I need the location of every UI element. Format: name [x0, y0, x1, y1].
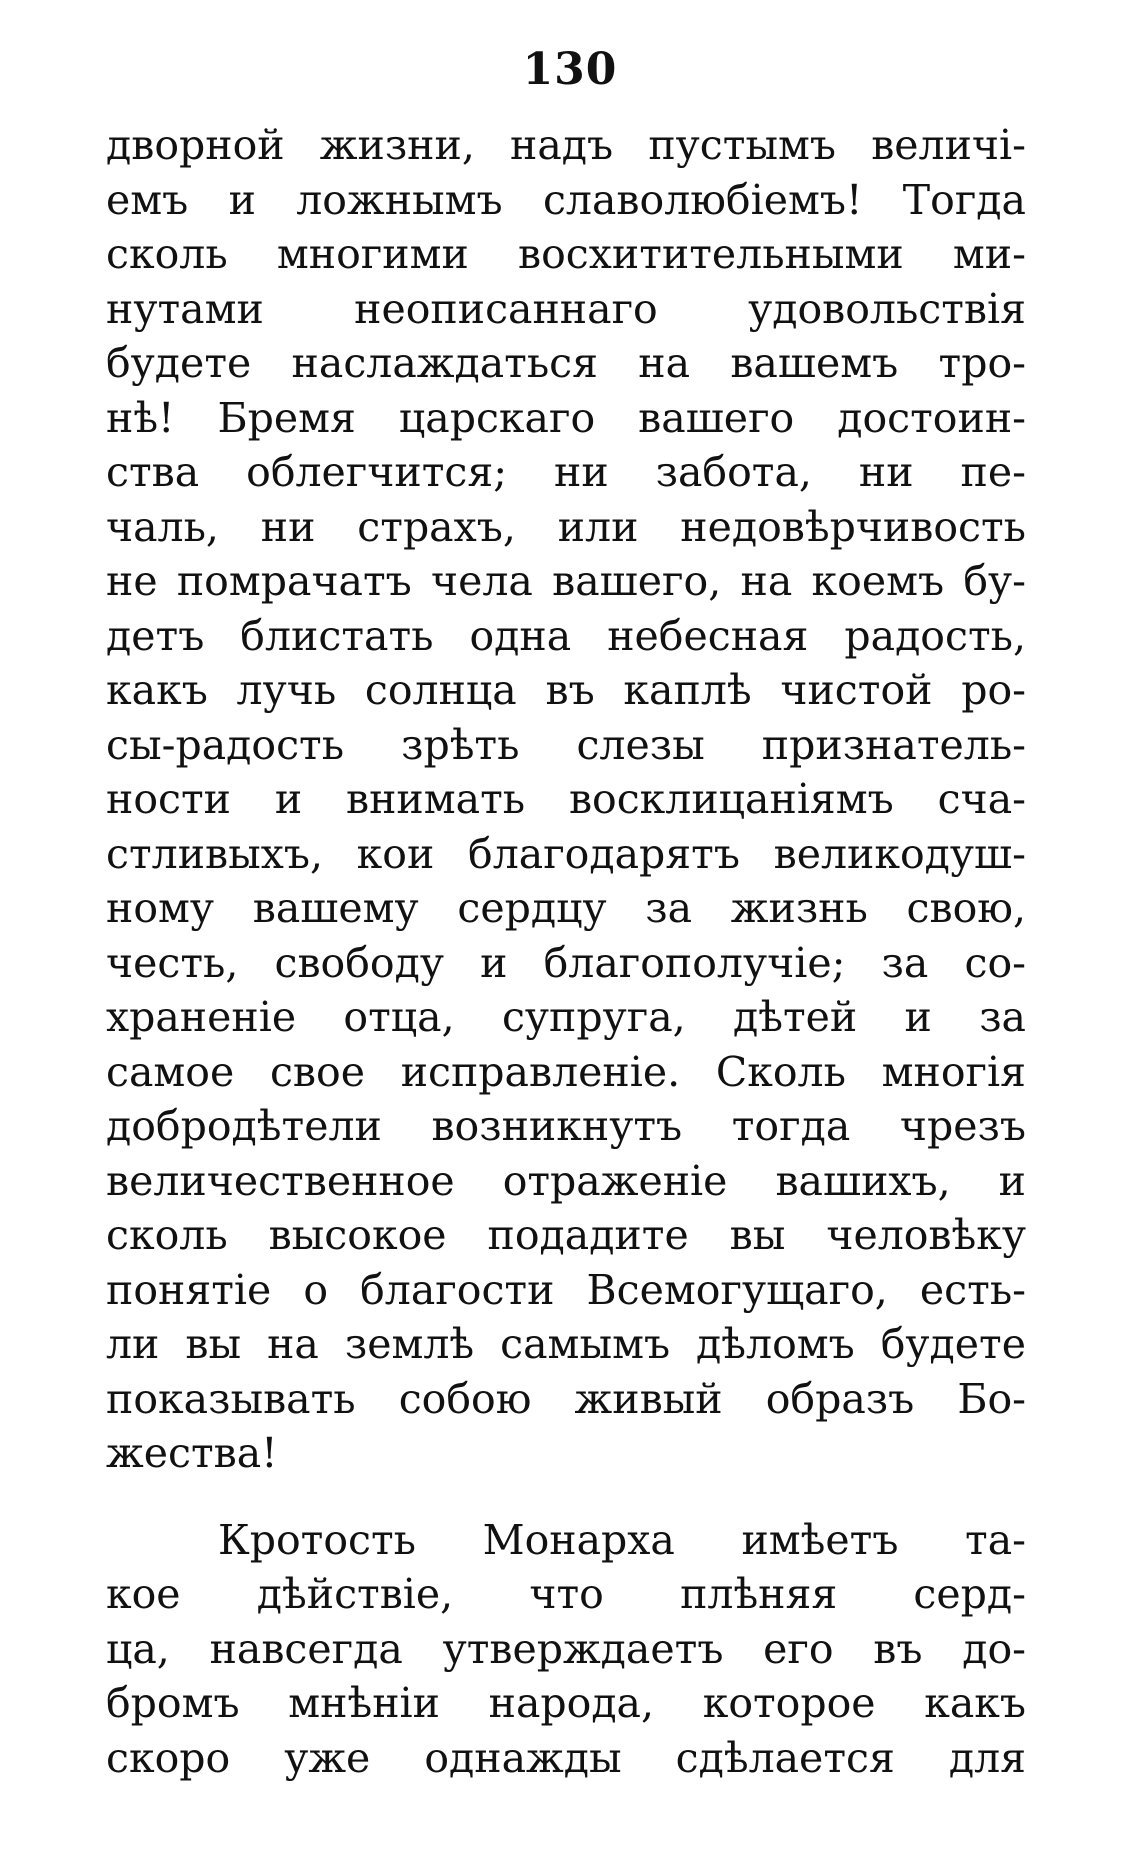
text-line: честь, свободу и благополучіе; за со-: [106, 938, 1026, 987]
text-line: ному вашему сердцу за жизнь свою,: [106, 884, 1026, 932]
text-line: сколь высокое подадите вы человѣку: [106, 1211, 1026, 1259]
paragraph: [106, 118, 1026, 1481]
text-line: величественное отраженіе вашихъ, и: [106, 1156, 1026, 1205]
text-line: будете наслаждаться на вашемъ тро-: [106, 339, 1026, 387]
text-line: Кротость Монарха имѣетъ та-: [218, 1515, 1026, 1564]
text-line: ца, навсегда утверждаетъ его въ до-: [106, 1624, 1026, 1673]
text-line: самое свое исправленіе. Сколь многія: [106, 1047, 1026, 1096]
text-line: ности и внимать восклицаніямъ сча-: [106, 775, 1026, 823]
text-line: нѣ! Бремя царскаго вашего достоин-: [106, 393, 1026, 442]
text-line: чаль, ни страхъ, или недовѣрчивость: [106, 502, 1026, 551]
text-line: дворной жизни, надъ пустымъ величі-: [106, 121, 1026, 169]
text-line: сы-радость зрѣть слезы признатель-: [106, 720, 1026, 769]
text-line: не помрачатъ чела вашего, на коемъ бу-: [106, 557, 1026, 605]
text-line: бромъ мнѣніи народа, которое какъ: [106, 1679, 1026, 1727]
text-line: детъ блистать одна небесная радость,: [106, 611, 1026, 660]
text-line: храненіе отца, супруга, дѣтей и за: [106, 993, 1026, 1041]
text-line: добродѣтели возникнутъ тогда чрезъ: [106, 1102, 1026, 1150]
text-line: показывать собою живый образъ Бо-: [106, 1374, 1026, 1423]
body-text: [106, 118, 1026, 1785]
text-line: емъ и ложнымъ славолюбіемъ! Тогда: [106, 175, 1026, 224]
paragraph-gap: [106, 1481, 1026, 1513]
text-line: жества!: [106, 1429, 278, 1477]
text-line: сколь многими восхитительными ми-: [106, 230, 1026, 278]
page-number: 130: [522, 44, 618, 95]
text-line: кое дѣйствіе, что плѣняя серд-: [106, 1570, 1026, 1618]
text-line: ли вы на землѣ самымъ дѣломъ будете: [106, 1320, 1026, 1368]
text-line: понятіе о благости Всемогущаго, есть-: [106, 1265, 1026, 1314]
paragraph: [106, 1513, 1026, 1786]
text-line: скоро уже однажды сдѣлается для: [106, 1733, 1026, 1782]
text-line: какъ лучь солнца въ каплѣ чистой ро-: [106, 666, 1026, 714]
text-line: ства облегчится; ни забота, ни пе-: [106, 448, 1026, 496]
text-line: стливыхъ, кои благодарятъ великодуш-: [106, 829, 1026, 878]
text-line: нутами неописаннаго удовольствія: [106, 284, 1026, 333]
